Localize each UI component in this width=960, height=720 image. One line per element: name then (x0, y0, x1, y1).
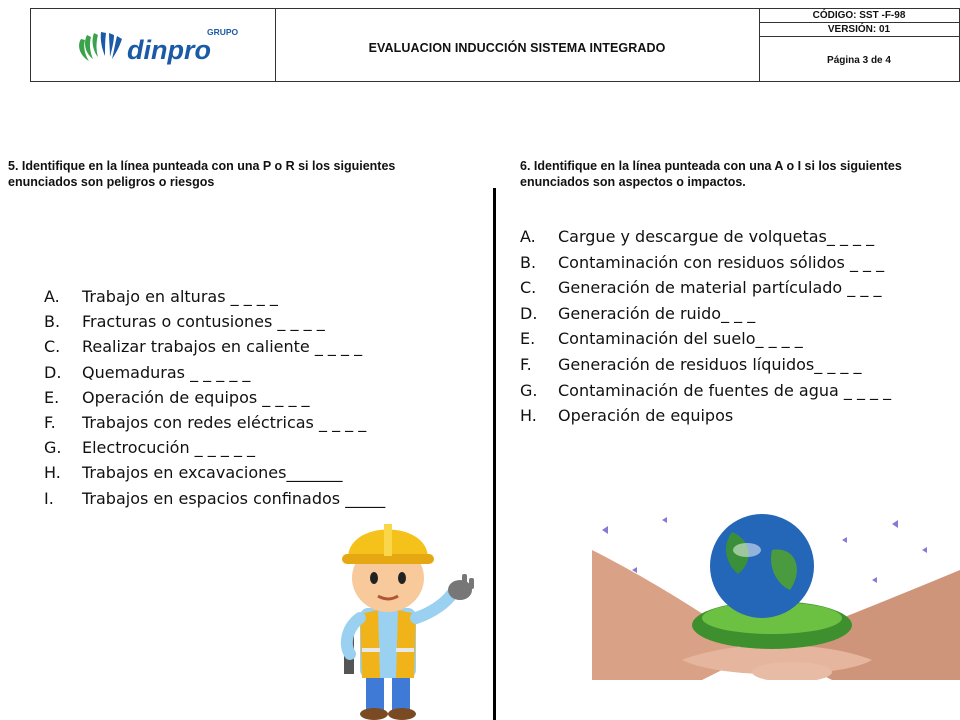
list-item: I. Trabajos en espacios confinados _____ (44, 488, 386, 508)
list-item: E. Operación de equipos _ _ _ _ (44, 387, 310, 407)
document-title: EVALUACION INDUCCIÓN SISTEMA INTEGRADO (368, 41, 666, 55)
document-version: VERSIÓN: 01 (759, 23, 959, 37)
list-item: C. Generación de material partículado _ _ _ (520, 278, 882, 298)
question-6-heading: 6. Identifique en la línea punteada con una A o I si los siguientes enunciados son aspectos o impactos. (520, 159, 902, 189)
list-item: H. Operación de equipos (520, 406, 734, 426)
title-cell (275, 9, 760, 81)
list-item: G. Contaminación de fuentes de agua _ _ _ _ (520, 380, 892, 400)
document-header (30, 8, 960, 82)
list-item: F. Trabajos con redes eléctricas _ _ _ _ (44, 413, 367, 433)
logo-name-text: dinpro (127, 35, 211, 65)
meta-cell (759, 9, 959, 81)
hands-holding-earth-image (592, 510, 960, 680)
list-item: B. Fracturas o contusiones _ _ _ _ (44, 312, 325, 332)
question-5-list (44, 284, 385, 511)
dinpro-logo (75, 23, 247, 69)
list-item: D. Generación de ruido_ _ _ (520, 303, 756, 323)
list-item: G. Electrocución _ _ _ _ _ (44, 438, 256, 458)
list-item: A. Cargue y descargue de volquetas_ _ _ _ (520, 227, 875, 246)
list-item: H. Trabajos en excavaciones_______ (44, 463, 343, 483)
question-6-list (520, 224, 891, 429)
logo-cell (31, 9, 276, 81)
earth-icon (592, 510, 960, 680)
logo-group-text: GRUPO (207, 27, 239, 37)
list-item: E. Contaminación del suelo_ _ _ _ (520, 329, 803, 349)
question-5-heading: 5. Identifique en la línea punteada con una P o R si los siguientes enunciados son peligros o riesgos (8, 159, 396, 189)
construction-worker-illustration (322, 478, 482, 720)
column-divider (493, 188, 496, 720)
list-item: B. Contaminación con residuos sólidos _ _ _ (520, 252, 885, 272)
list-item: F. Generación de residuos líquidos_ _ _ _ (520, 354, 862, 374)
list-item: C. Realizar trabajos en caliente _ _ _ _ (44, 337, 363, 357)
document-code: CÓDIGO: SST -F-98 (759, 9, 959, 23)
list-item: A. Trabajo en alturas _ _ _ _ (44, 287, 278, 306)
list-item: D. Quemaduras _ _ _ _ _ (44, 362, 251, 382)
page-number: Página 3 de 4 (827, 55, 891, 66)
